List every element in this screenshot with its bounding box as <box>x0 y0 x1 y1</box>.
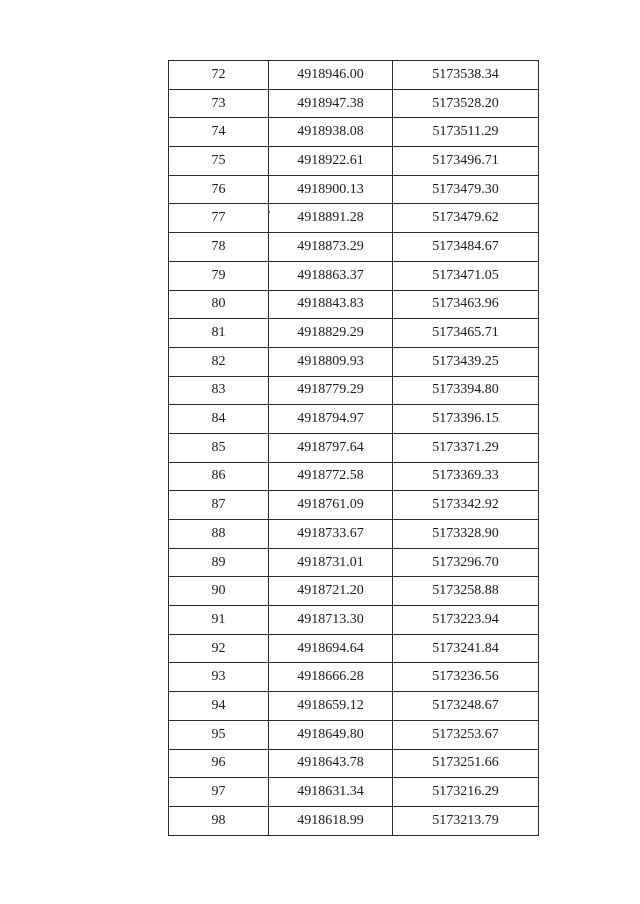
x-coordinate-cell: 4918733.67 <box>269 520 393 549</box>
point-number-cell: 80 <box>169 290 269 319</box>
x-coordinate-cell: 4918761.09 <box>269 491 393 520</box>
point-number-cell: 81 <box>169 319 269 348</box>
table-row <box>169 720 539 749</box>
table-row <box>169 61 539 90</box>
y-coordinate-cell: 5173439.25 <box>393 347 539 376</box>
table-row <box>169 118 539 147</box>
table-row <box>169 749 539 778</box>
table-row <box>169 290 539 319</box>
coordinate-table-body <box>169 61 539 836</box>
point-number-cell: 88 <box>169 520 269 549</box>
x-coordinate-cell: 4918618.99 <box>269 806 393 835</box>
table-row <box>169 548 539 577</box>
point-number-cell: 83 <box>169 376 269 405</box>
y-coordinate-cell: 5173538.34 <box>393 61 539 90</box>
table-row <box>169 577 539 606</box>
scan-speck <box>268 211 270 213</box>
point-number-cell: 91 <box>169 606 269 635</box>
y-coordinate-cell: 5173465.71 <box>393 319 539 348</box>
point-number-cell: 76 <box>169 175 269 204</box>
table-row <box>169 606 539 635</box>
y-coordinate-cell: 5173371.29 <box>393 433 539 462</box>
point-number-cell: 86 <box>169 462 269 491</box>
point-number-cell: 92 <box>169 634 269 663</box>
x-coordinate-cell: 4918731.01 <box>269 548 393 577</box>
y-coordinate-cell: 5173248.67 <box>393 692 539 721</box>
point-number-cell: 72 <box>169 61 269 90</box>
y-coordinate-cell: 5173479.62 <box>393 204 539 233</box>
y-coordinate-cell: 5173223.94 <box>393 606 539 635</box>
x-coordinate-cell: 4918659.12 <box>269 692 393 721</box>
point-number-cell: 96 <box>169 749 269 778</box>
point-number-cell: 85 <box>169 433 269 462</box>
point-number-cell: 90 <box>169 577 269 606</box>
y-coordinate-cell: 5173471.05 <box>393 261 539 290</box>
x-coordinate-cell: 4918631.34 <box>269 778 393 807</box>
point-number-cell: 75 <box>169 147 269 176</box>
point-number-cell: 93 <box>169 663 269 692</box>
x-coordinate-cell: 4918694.64 <box>269 634 393 663</box>
x-coordinate-cell: 4918891.28 <box>269 204 393 233</box>
point-number-cell: 97 <box>169 778 269 807</box>
point-number-cell: 82 <box>169 347 269 376</box>
table-row <box>169 405 539 434</box>
y-coordinate-cell: 5173253.67 <box>393 720 539 749</box>
table-row <box>169 663 539 692</box>
point-number-cell: 89 <box>169 548 269 577</box>
y-coordinate-cell: 5173241.84 <box>393 634 539 663</box>
point-number-cell: 87 <box>169 491 269 520</box>
x-coordinate-cell: 4918666.28 <box>269 663 393 692</box>
y-coordinate-cell: 5173216.29 <box>393 778 539 807</box>
point-number-cell: 98 <box>169 806 269 835</box>
table-row <box>169 520 539 549</box>
table-row <box>169 433 539 462</box>
y-coordinate-cell: 5173296.70 <box>393 548 539 577</box>
table-row <box>169 89 539 118</box>
table-row <box>169 175 539 204</box>
x-coordinate-cell: 4918922.61 <box>269 147 393 176</box>
table-row <box>169 204 539 233</box>
table-row <box>169 491 539 520</box>
point-number-cell: 79 <box>169 261 269 290</box>
point-number-cell: 84 <box>169 405 269 434</box>
table-row <box>169 347 539 376</box>
x-coordinate-cell: 4918721.20 <box>269 577 393 606</box>
table-row <box>169 261 539 290</box>
x-coordinate-cell: 4918829.29 <box>269 319 393 348</box>
y-coordinate-cell: 5173394.80 <box>393 376 539 405</box>
y-coordinate-cell: 5173251.66 <box>393 749 539 778</box>
table-row <box>169 233 539 262</box>
y-coordinate-cell: 5173342.92 <box>393 491 539 520</box>
y-coordinate-cell: 5173369.33 <box>393 462 539 491</box>
x-coordinate-cell: 4918947.38 <box>269 89 393 118</box>
y-coordinate-cell: 5173528.20 <box>393 89 539 118</box>
x-coordinate-cell: 4918863.37 <box>269 261 393 290</box>
x-coordinate-cell: 4918713.30 <box>269 606 393 635</box>
y-coordinate-cell: 5173236.56 <box>393 663 539 692</box>
y-coordinate-cell: 5173511.29 <box>393 118 539 147</box>
table-row <box>169 806 539 835</box>
y-coordinate-cell: 5173213.79 <box>393 806 539 835</box>
x-coordinate-cell: 4918938.08 <box>269 118 393 147</box>
x-coordinate-cell: 4918779.29 <box>269 376 393 405</box>
x-coordinate-cell: 4918900.13 <box>269 175 393 204</box>
x-coordinate-cell: 4918843.83 <box>269 290 393 319</box>
point-number-cell: 78 <box>169 233 269 262</box>
x-coordinate-cell: 4918794.97 <box>269 405 393 434</box>
y-coordinate-cell: 5173479.30 <box>393 175 539 204</box>
table-row <box>169 319 539 348</box>
y-coordinate-cell: 5173396.15 <box>393 405 539 434</box>
y-coordinate-cell: 5173328.90 <box>393 520 539 549</box>
point-number-cell: 77 <box>169 204 269 233</box>
y-coordinate-cell: 5173463.96 <box>393 290 539 319</box>
x-coordinate-cell: 4918809.93 <box>269 347 393 376</box>
point-number-cell: 73 <box>169 89 269 118</box>
point-number-cell: 95 <box>169 720 269 749</box>
table-row <box>169 462 539 491</box>
x-coordinate-cell: 4918643.78 <box>269 749 393 778</box>
table-row <box>169 778 539 807</box>
x-coordinate-cell: 4918946.00 <box>269 61 393 90</box>
table-row <box>169 634 539 663</box>
x-coordinate-cell: 4918649.80 <box>269 720 393 749</box>
y-coordinate-cell: 5173496.71 <box>393 147 539 176</box>
table-row <box>169 376 539 405</box>
point-number-cell: 74 <box>169 118 269 147</box>
y-coordinate-cell: 5173484.67 <box>393 233 539 262</box>
x-coordinate-cell: 4918772.58 <box>269 462 393 491</box>
point-number-cell: 94 <box>169 692 269 721</box>
table-row <box>169 692 539 721</box>
y-coordinate-cell: 5173258.88 <box>393 577 539 606</box>
x-coordinate-cell: 4918873.29 <box>269 233 393 262</box>
table-row <box>169 147 539 176</box>
coordinate-table <box>168 60 539 836</box>
x-coordinate-cell: 4918797.64 <box>269 433 393 462</box>
